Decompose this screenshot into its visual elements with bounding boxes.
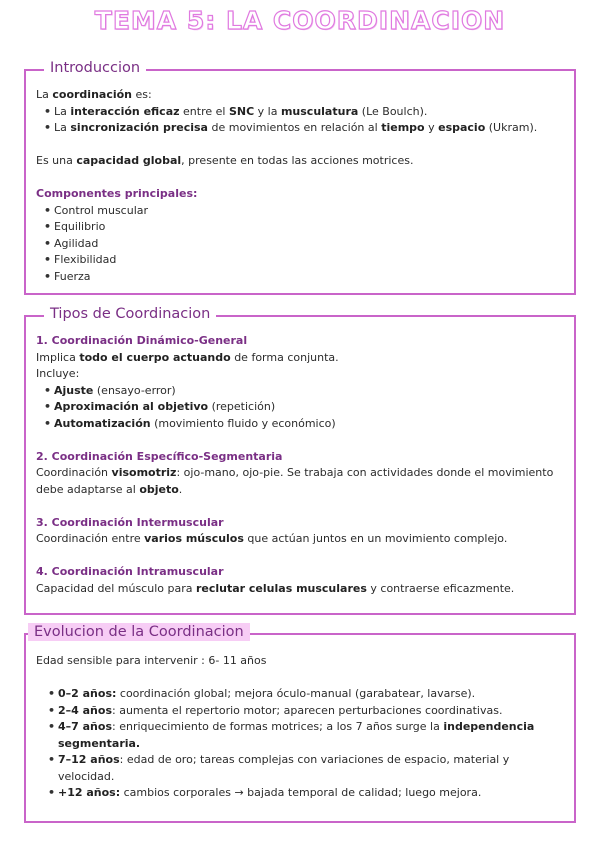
list-item: • Aproximación al objetivo (repetición) [54,399,566,416]
list-item: • 2–4 años: aumenta el repertorio motor; aparecen perturbaciones coordinativas. [58,703,566,720]
definition-item: • La interacción eficaz entre el SNC y la musculatura (Le Boulch). [54,104,566,121]
components-heading: Componentes principales: [36,187,198,200]
intro-lead: La coordinación es: [36,88,152,101]
tipo-4-title: 4. Coordinación Intramuscular [36,565,224,578]
edad-sensible-text: Edad sensible para intervenir : 6- 11 años [36,654,267,667]
tipos-section [24,306,576,615]
list-item: • Control muscular [54,203,566,220]
intro-section [24,60,576,295]
evolucion-section [24,624,576,823]
list-item: • 0–2 años: coordinación global; mejora óculo-manual (garabatear, lavarse). [58,686,566,703]
list-item: • 7–12 años: edad de oro; tareas complejas con variaciones de espacio, material y velocidad. [58,752,566,785]
list-item: • 4–7 años: enriquecimiento de formas motrices; a los 7 años surge la independencia segmentaria. [58,719,566,752]
tipo-4-text: Capacidad del músculo para reclutar celulas musculares y contraerse eficazmente. [36,581,515,595]
intro-heading: Introduccion [44,60,146,76]
tipo-1-text: Implica todo el cuerpo actuando de forma conjunta. [36,350,339,364]
list-item: • Agilidad [54,236,566,253]
tipo-3-text: Coordinación entre varios músculos que actúan juntos en un movimiento complejo. [36,532,508,545]
list-item: • Ajuste (ensayo-error) [54,383,566,400]
tipos-heading: Tipos de Coordinacion [44,306,216,322]
tipo-1-title: 1. Coordinación Dinámico-General [36,334,248,347]
list-item: • +12 años: cambios corporales → bajada temporal de calidad; luego mejora. [58,785,566,802]
list-item: • Equilibrio [54,219,566,236]
tipo-1-includes: Incluye: [36,367,80,380]
tipo-2-text: Coordinación visomotriz: ojo-mano, ojo-pie. Se trabaja con actividades donde el movimiento debe adaptarse al objeto. [36,466,554,496]
list-item: • Fuerza [54,269,566,286]
list-item: • Automatización (movimiento fluido y económico) [54,416,566,433]
page-title: TEMA 5: LA COORDINACION [94,6,506,35]
tipo-3-title: 3. Coordinación Intermuscular [36,515,224,529]
list-item: • Flexibilidad [54,252,566,269]
components-list [36,203,566,286]
evolucion-heading: Evolucion de la Coordinacion [28,623,250,641]
tipo-2-title: 2. Coordinación Específico-Segmentaria [36,449,283,463]
global-capacity-text: Es una capacidad global, presente en todas las acciones motrices. [36,154,414,167]
definition-item: • La sincronización precisa de movimientos en relación al tiempo y espacio (Ukram). [54,120,566,137]
